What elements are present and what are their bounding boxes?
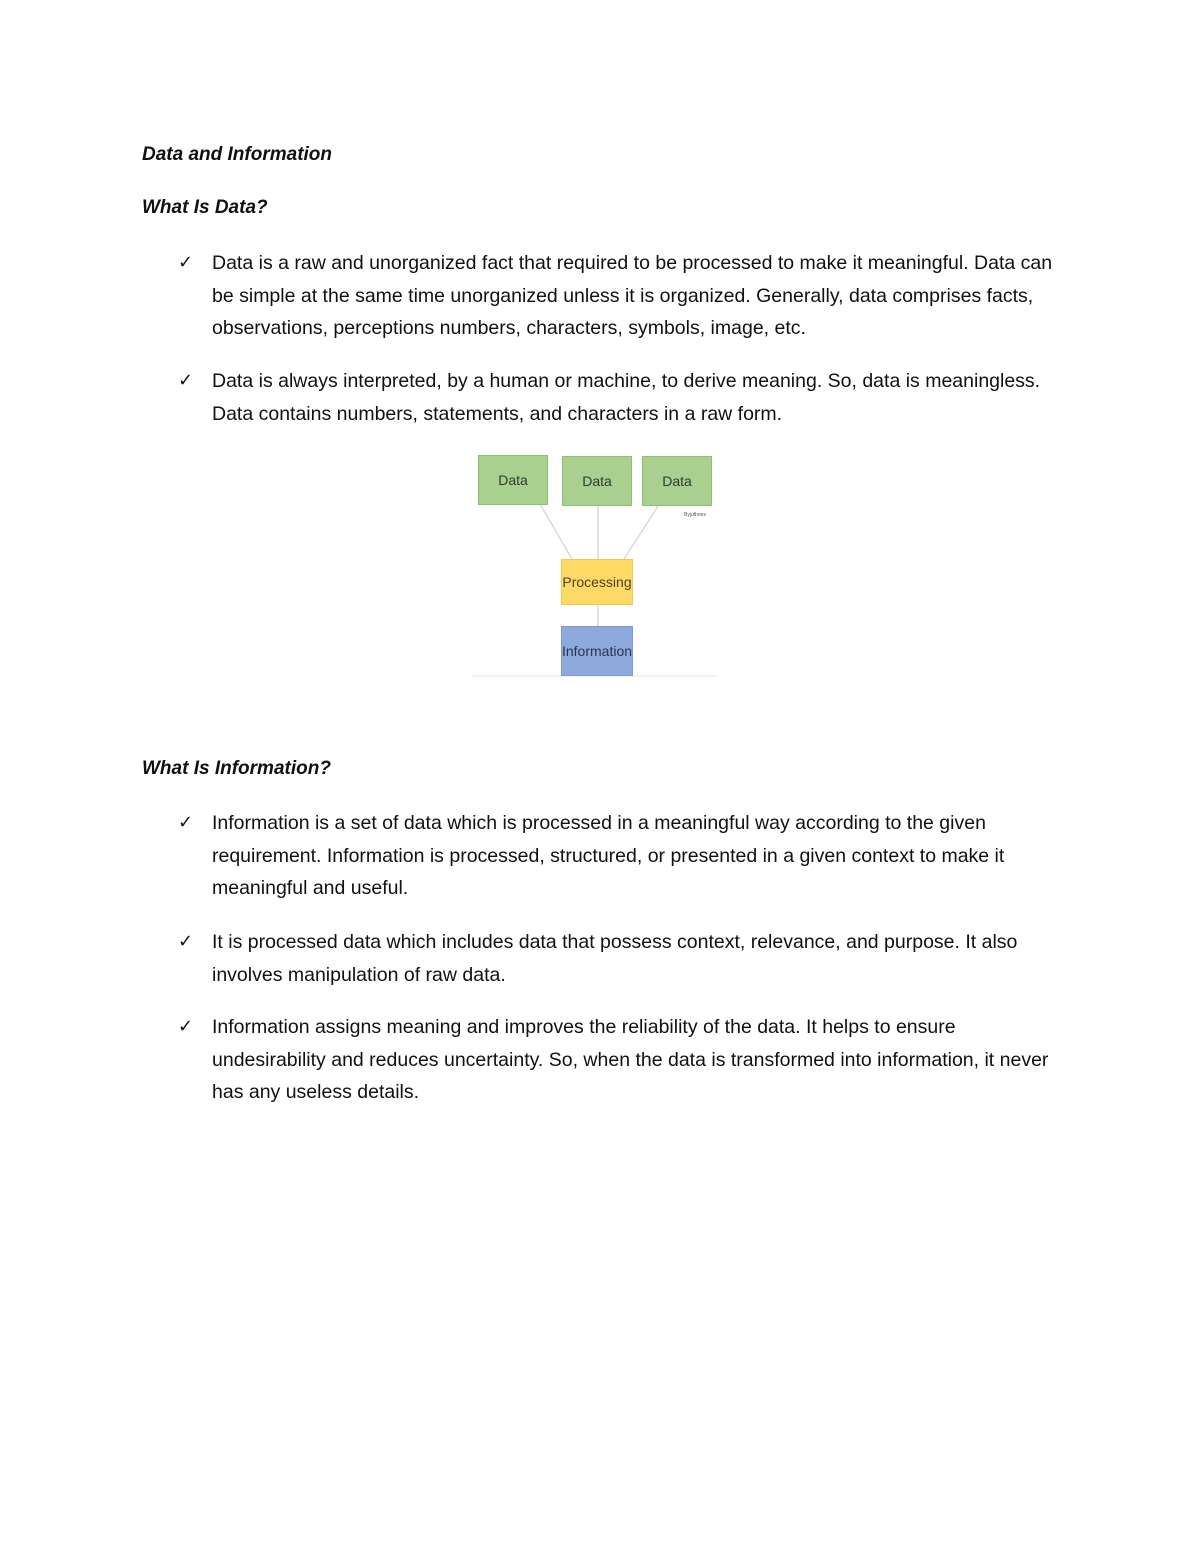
data-box: Data bbox=[642, 456, 712, 506]
bullet-text: Information is a set of data which is processed in a meaningful way according to the given requirement. Information is processed, structured, or presented in a given context to make it meaningful and useful. bbox=[212, 812, 1005, 899]
connector-line bbox=[624, 506, 658, 559]
bullet-text: It is processed data which includes data that possess context, relevance, and purpose. It also involves manipulation of raw data. bbox=[212, 931, 1018, 986]
bullet-text: Data is always interpreted, by a human or machine, to derive meaning. So, data is meaningless. Data contains numbers, statements, and characters in a raw form. bbox=[212, 370, 1041, 425]
diagram-watermark: Byjuthoes bbox=[684, 512, 706, 518]
checkmark-icon: ✓ bbox=[178, 252, 194, 273]
processing-box: Processing bbox=[561, 559, 633, 605]
data-processing-diagram bbox=[472, 452, 718, 680]
data-box: Data bbox=[478, 455, 548, 505]
checkmark-icon: ✓ bbox=[178, 370, 194, 391]
data-box: Data bbox=[562, 456, 632, 506]
checkmark-icon: ✓ bbox=[178, 1016, 194, 1037]
information-box: Information bbox=[561, 626, 633, 676]
checkmark-icon: ✓ bbox=[178, 812, 194, 833]
section-heading-data: What Is Data? bbox=[142, 197, 268, 218]
bullet-text: Data is a raw and unorganized fact that required to be processed to make it meaningful. Data can be simple at the same time unorganized unless it is organized. Generally, data comprises facts, observations, perceptions numbers, characters, symbols, image, etc. bbox=[212, 252, 1053, 339]
section-heading-information: What Is Information? bbox=[142, 758, 331, 779]
bullet-text: Information assigns meaning and improves the reliability of the data. It helps to ensure undesirability and reduces uncertainty. So, when the data is transformed into information, it never has any useless details. bbox=[212, 1016, 1049, 1103]
document-title: Data and Information bbox=[142, 144, 333, 165]
connector-line bbox=[540, 504, 572, 559]
checkmark-icon: ✓ bbox=[178, 931, 194, 952]
